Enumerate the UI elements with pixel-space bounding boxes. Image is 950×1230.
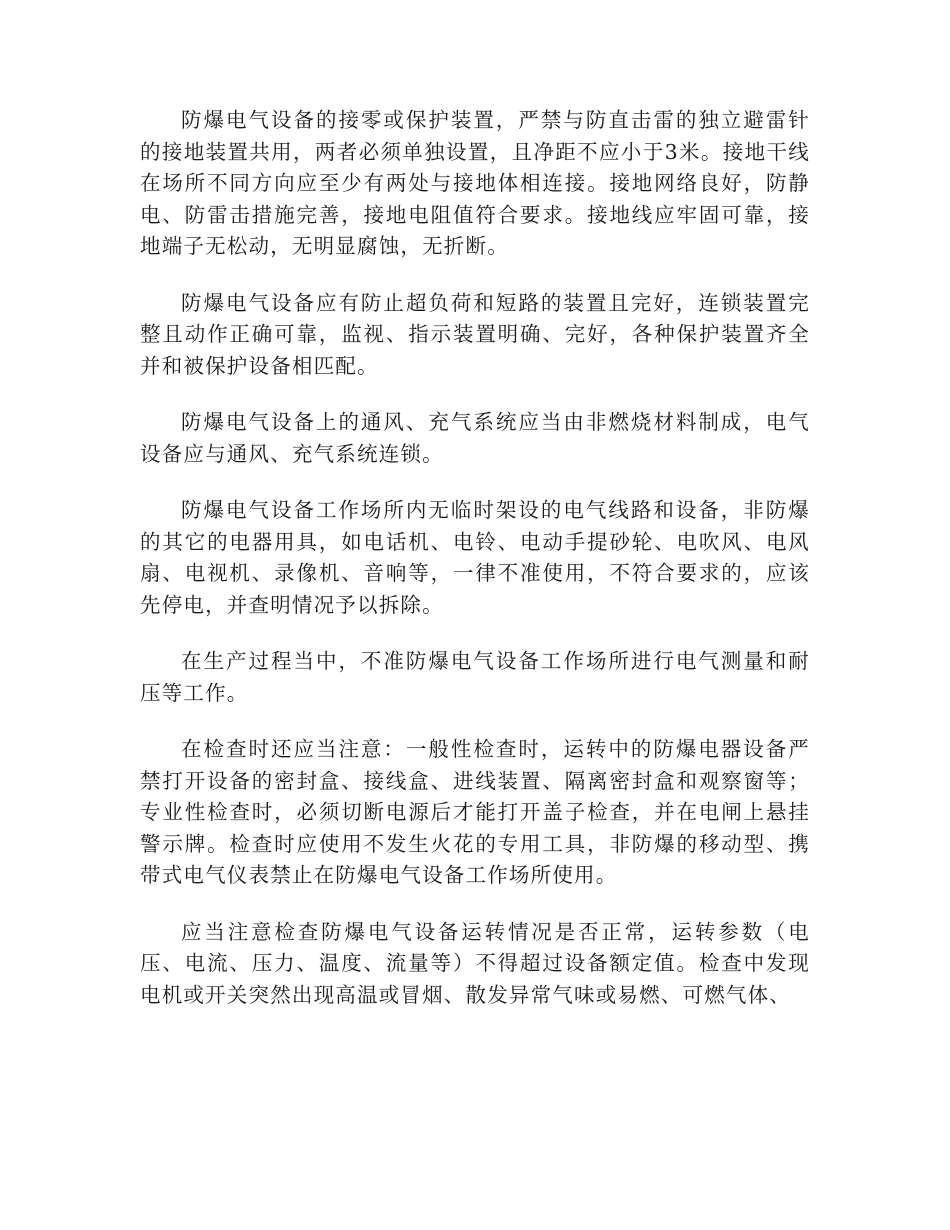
paragraph-ventilation: 防爆电气设备上的通风、充气系统应当由非燃烧材料制成，电气设备应与通风、充气系统连锁。 (140, 410, 810, 466)
paragraph-measurement: 在生产过程当中，不准防爆电气设备工作场所进行电气测量和耐压等工作。 (140, 649, 810, 705)
paragraph-temporary-wiring: 防爆电气设备工作场所内无临时架设的电气线路和设备，非防爆的其它的电器用具，如电话机、电铃、电动手提砂轮、电吹风、电风扇、电视机、录像机、音响等，一律不准使用，不符合要求的，应该先停电，并查明情况予以拆除。 (140, 498, 810, 617)
paragraph-inspection: 在检查时还应当注意：一般性检查时，运转中的防爆电器设备严禁打开设备的密封盒、接线盒、进线装置、隔离密封盒和观察窗等；专业性检查时，必须切断电源后才能打开盖子检查，并在电闸上悬挂警示牌。检查时应使用不发生火花的专用工具，非防爆的移动型、携带式电气仪表禁止在防爆电气设备工作场所使用。 (140, 737, 810, 887)
paragraph-operation-check: 应当注意检查防爆电气设备运转情况是否正常，运转参数（电压、电流、压力、温度、流量等）不得超过设备额定值。检查中发现电机或开关突然出现高温或冒烟、散发异常气味或易燃、可燃气体、 (140, 919, 810, 1007)
document-body (140, 105, 810, 1036)
paragraph-overload-protection: 防爆电气设备应有防止超负荷和短路的装置且完好，连锁装置完整且动作正确可靠，监视、指示装置明确、完好，各种保护装置齐全并和被保护设备相匹配。 (140, 290, 810, 378)
paragraph-grounding: 防爆电气设备的接零或保护装置，严禁与防直击雷的独立避雷针的接地装置共用，两者必须单独设置，且净距不应小于3米。接地干线在场所不同方向应至少有两处与接地体相连接。接地网络良好，防静电、防雷击措施完善，接地电阻值符合要求。接地线应牢固可靠，接地端子无松动，无明显腐蚀，无折断。 (140, 108, 810, 258)
